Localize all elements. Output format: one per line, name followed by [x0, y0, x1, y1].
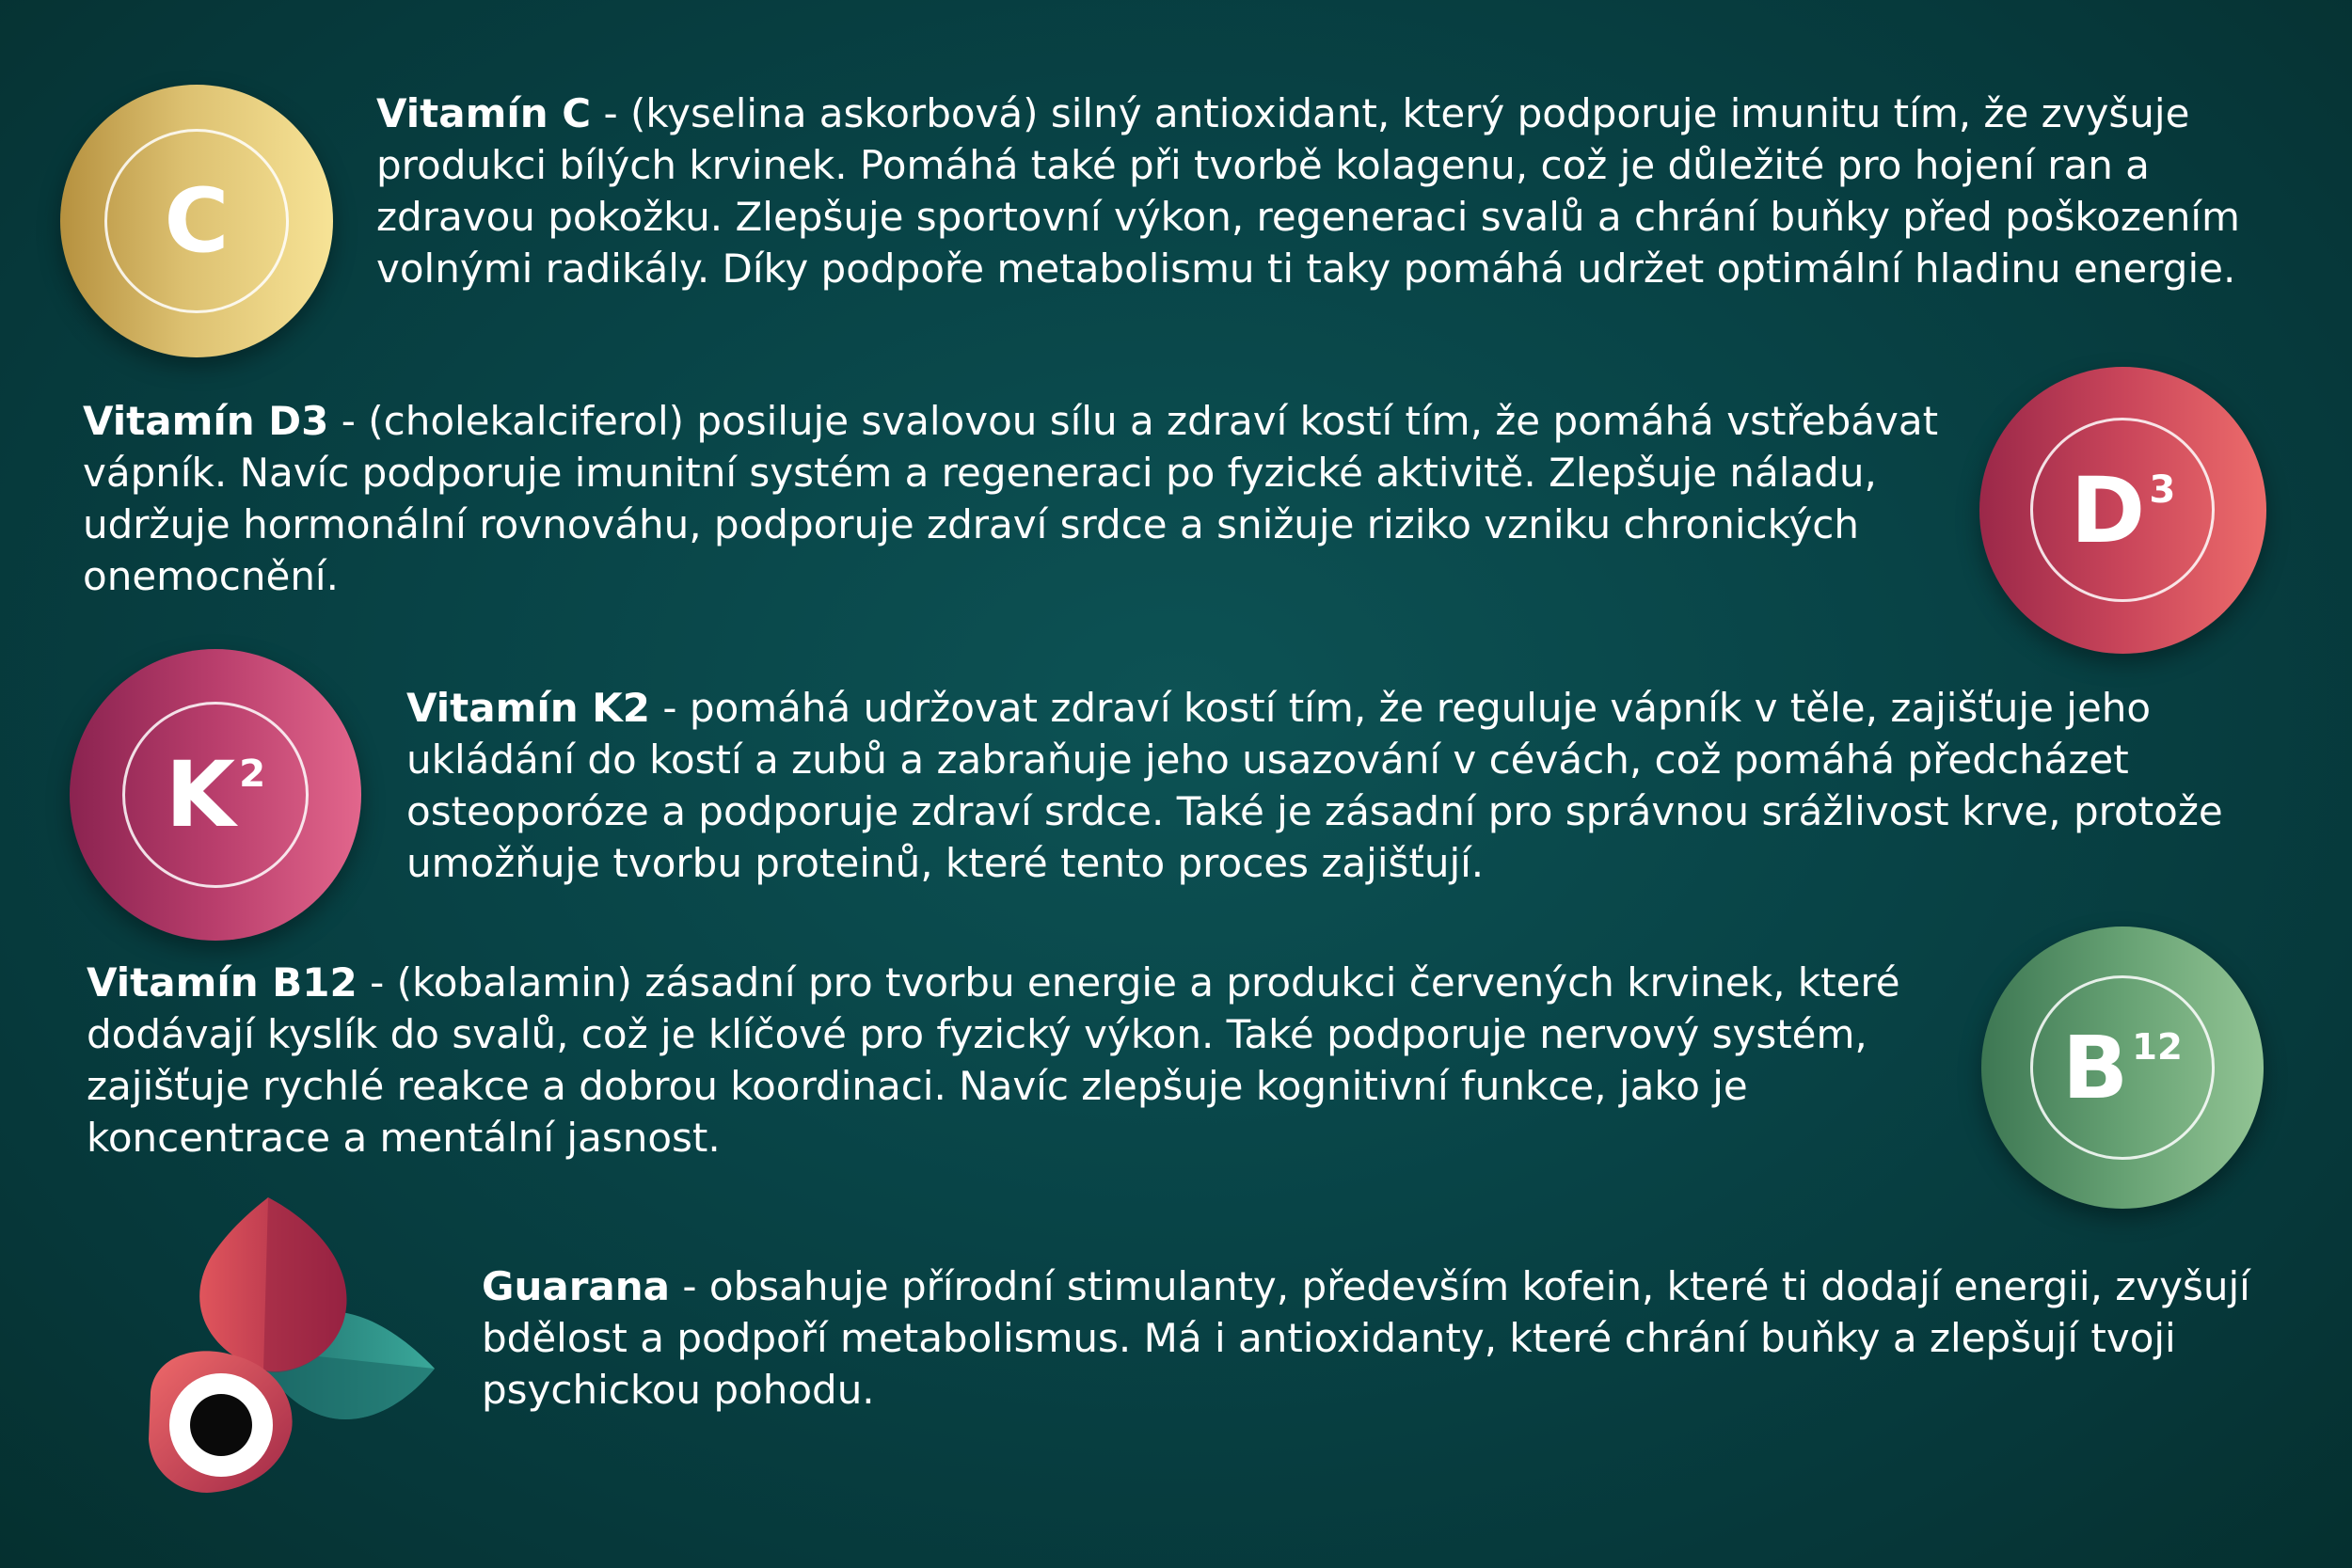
vitamin-b12-description: Vitamín B12 - (kobalamin) zásadní pro tvorbu energie a produkci červených krvinek, které dodávají kyslík do svalů, což je klíčové pro fyzický výkon. Také podporuje nervový systém, zajišťuje rychlé reakce a dobrou koordinaci. Navíc zlepšuje kognitivní funkce, jako je koncentrace a mentální jasnost.: [87, 959, 1900, 1161]
guarana-description: Guarana - obsahuje přírodní stimulanty, především kofein, které ti dodají energii, zvyšují bdělost a podpoří metabolismus. Má i antioxidanty, které chrání buňky a zlepšují tvoji psychickou pohodu.: [482, 1263, 2250, 1413]
guarana-text: obsahuje přírodní stimulanty, především kofein, které ti dodají energii, zvyšují bdělost a podpoří metabolismus. Má i antioxidanty, které chrání buňky a zlepšují tvoji psychickou pohodu.: [482, 1263, 2250, 1413]
vitamin-b12-title: Vitamín B12: [87, 959, 358, 1006]
vitamin-d3-text: (cholekalciferol) posiluje svalovou sílu a zdraví kostí tím, že pomáhá vstřebávat vápník. Navíc podporuje imunitní systém a regeneraci po fyzické aktivitě. Zlepšuje náladu, udržuje hormonální rovnováhu, podporuje zdraví srdce a snižuje riziko vzniku chronických onemocnění.: [83, 398, 1939, 599]
vitamin-k2-text: pomáhá udržovat zdraví kostí tím, že reguluje vápník v těle, zajišťuje jeho ukládání do kostí a zubů a zabraňuje jeho usazování v cévách, což pomáhá předcházet osteoporóze a podporuje zdraví srdce. Také je zásadní pro správnou srážlivost krve, protože umožňuje tvorbu proteinů, které tento proces zajišťují.: [406, 685, 2223, 886]
vitamin-k2-badge-letter: K $^2$: [165, 742, 266, 847]
vitamin-k2-badge: [70, 649, 361, 941]
vitamin-b12-badge: [1981, 927, 2264, 1209]
vitamin-c-title: Vitamín C: [376, 90, 592, 136]
vitamin-d3-description: Vitamín D3 - (cholekalciferol) posiluje svalovou sílu a zdraví kostí tím, že pomáhá vstřebávat vápník. Navíc podporuje imunitní systém a regeneraci po fyzické aktivitě. Zlepšuje náladu, udržuje hormonální rovnováhu, podporuje zdraví srdce a snižuje riziko vzniku chronických onemocnění.: [83, 398, 1939, 599]
vitamin-b12-badge-letter: B $^{12}$: [2062, 1017, 2183, 1118]
vitamin-d3-badge: [1979, 367, 2266, 654]
vitamin-c-text: (kyselina askorbová) silný antioxidant, který podporuje imunitu tím, že zvyšuje produkci bílých krvinek. Pomáhá také při tvorbě kolagenu, což je důležité pro hojení ran a zdravou pokožku. Zlepšuje sportovní výkon, regeneraci svalů a chrání buňky před poškozením volnými radikály. Díky podpoře metabolismu ti taky pomáhá udržet optimální hladinu energie.: [376, 90, 2240, 292]
vitamin-c-badge: [60, 85, 333, 357]
vitamin-d3-badge-letter: D $^3$: [2070, 457, 2176, 563]
guarana-berry-seed: [190, 1394, 252, 1456]
vitamin-c-description: Vitamín C - (kyselina askorbová) silný antioxidant, který podporuje imunitu tím, že zvyšuje produkci bílých krvinek. Pomáhá také při tvorbě kolagenu, což je důležité pro hojení ran a zdravou pokožku. Zlepšuje sportovní výkon, regeneraci svalů a chrání buňky před poškozením volnými radikály. Díky podpoře metabolismu ti taky pomáhá udržet optimální hladinu energie.: [376, 90, 2240, 292]
guarana-icon: [141, 1190, 442, 1500]
vitamin-d3-title: Vitamín D3: [83, 398, 329, 444]
vitamin-k2-title: Vitamín K2: [406, 685, 651, 731]
vitamin-k2-description: Vitamín K2 - pomáhá udržovat zdraví kostí tím, že reguluje vápník v těle, zajišťuje jeho ukládání do kostí a zubů a zabraňuje jeho usazování v cévách, což pomáhá předcházet osteoporóze a podporuje zdraví srdce. Také je zásadní pro správnou srážlivost krve, protože umožňuje tvorbu proteinů, které tento proces zajišťují.: [406, 685, 2223, 886]
guarana-title: Guarana: [482, 1263, 671, 1309]
vitamin-c-badge-letter: C: [164, 169, 230, 273]
vitamin-b12-text: (kobalamin) zásadní pro tvorbu energie a produkci červených krvinek, které dodávají kyslík do svalů, což je klíčové pro fyzický výkon. Také podporuje nervový systém, zajišťuje rychlé reakce a dobrou koordinaci. Navíc zlepšuje kognitivní funkce, jako je koncentrace a mentální jasnost.: [87, 959, 1900, 1161]
